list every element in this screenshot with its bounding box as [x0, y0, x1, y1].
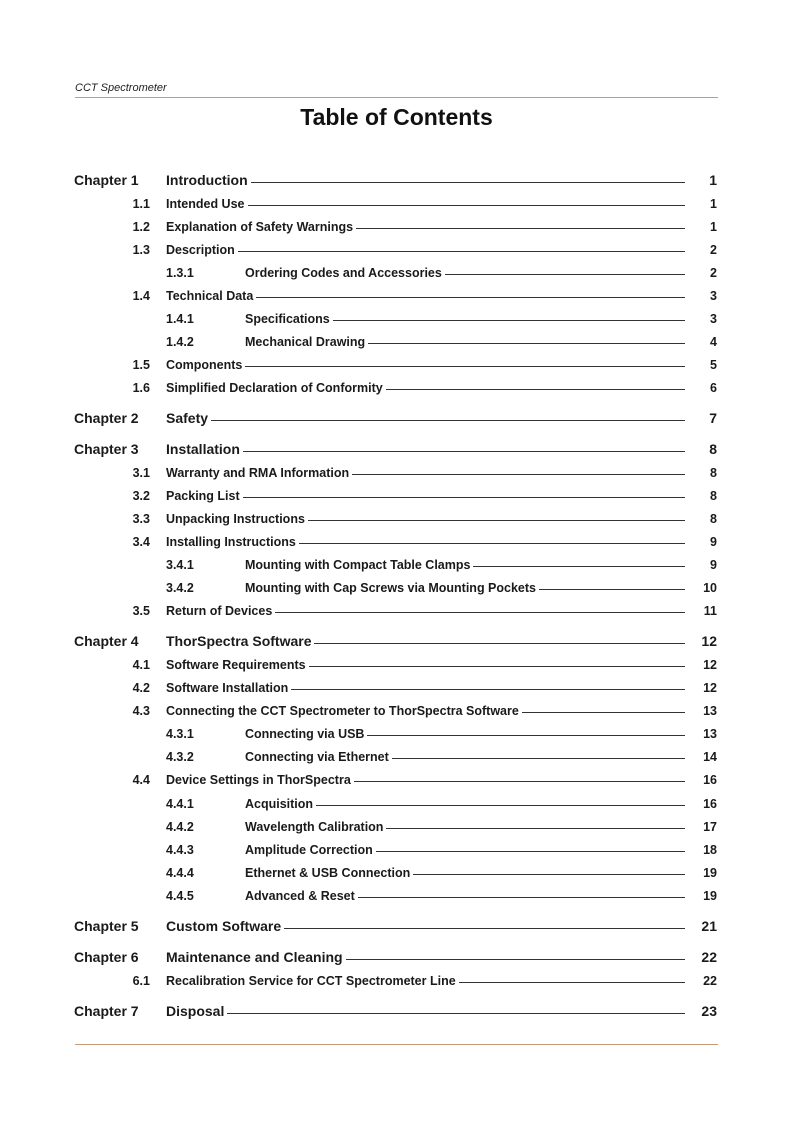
- toc-entry-number: 1.6: [132, 381, 150, 395]
- toc-entry-section[interactable]: [0, 658, 793, 678]
- toc-leader-line: [245, 366, 685, 367]
- toc-entry-page-number: 19: [703, 889, 717, 903]
- toc-entry-section[interactable]: [0, 489, 793, 509]
- toc-entry-title-wrap: [166, 197, 685, 211]
- toc-leader-line: [284, 928, 685, 929]
- toc-entry-page-number: 4: [710, 335, 717, 349]
- toc-entry-section[interactable]: [0, 974, 793, 994]
- toc-entry-title-wrap: [166, 466, 685, 480]
- toc-entry-number: 4.4: [132, 773, 150, 787]
- toc-entry-title: Mounting with Compact Table Clamps: [245, 558, 471, 572]
- toc-leader-line: [367, 735, 685, 736]
- toc-entry-subsection[interactable]: [0, 843, 793, 863]
- toc-entry-section[interactable]: [0, 773, 793, 793]
- toc-entry-title: Mechanical Drawing: [245, 335, 366, 349]
- toc-entry-chapter[interactable]: [0, 949, 793, 969]
- toc-entry-chapter[interactable]: [0, 410, 793, 430]
- toc-entry-page-number: 8: [709, 441, 717, 457]
- toc-leader-line: [346, 959, 685, 960]
- toc-entry-title: Explanation of Safety Warnings: [166, 220, 354, 234]
- toc-entry-title-wrap: [245, 266, 685, 280]
- toc-entry-number: 1.2: [132, 220, 150, 234]
- toc-entry-title: Introduction: [166, 172, 248, 188]
- toc-leader-line: [386, 389, 685, 390]
- toc-entry-section[interactable]: [0, 704, 793, 724]
- toc-entry-number: Chapter 1: [74, 172, 139, 188]
- running-header: CCT Spectrometer: [75, 82, 167, 94]
- toc-entry-title: Unpacking Instructions: [166, 512, 305, 526]
- toc-leader-line: [333, 320, 685, 321]
- toc-entry-page-number: 21: [701, 918, 717, 934]
- toc-entry-title: Installation: [166, 441, 240, 457]
- toc-entry-section[interactable]: [0, 289, 793, 309]
- toc-entry-title-wrap: [245, 820, 685, 834]
- toc-entry-section[interactable]: [0, 243, 793, 263]
- toc-entry-title-wrap: [245, 727, 685, 741]
- toc-leader-line: [243, 497, 685, 498]
- toc-entry-page-number: 3: [710, 312, 717, 326]
- toc-entry-page-number: 22: [703, 974, 717, 988]
- toc-entry-title: Device Settings in ThorSpectra: [166, 773, 351, 787]
- toc-leader-line: [445, 274, 685, 275]
- toc-entry-title-wrap: [166, 949, 685, 965]
- toc-entry-section[interactable]: [0, 358, 793, 378]
- toc-entry-title-wrap: [166, 243, 685, 257]
- toc-leader-line: [386, 828, 685, 829]
- toc-entry-chapter[interactable]: [0, 633, 793, 653]
- toc-entry-title-wrap: [166, 512, 685, 526]
- toc-entry-number: 1.3: [132, 243, 150, 257]
- toc-entry-page-number: 6: [710, 381, 717, 395]
- toc-entry-title-wrap: [245, 889, 685, 903]
- toc-entry-title: Technical Data: [166, 289, 254, 303]
- toc-entry-page-number: 1: [710, 197, 717, 211]
- toc-entry-subsection[interactable]: [0, 866, 793, 886]
- toc-entry-title: Safety: [166, 410, 209, 426]
- toc-entry-number: 4.3.1: [166, 727, 194, 741]
- page-title: Table of Contents: [300, 104, 493, 130]
- toc-entry-page-number: 5: [710, 358, 717, 372]
- toc-entry-title-wrap: [166, 974, 685, 988]
- toc-leader-line: [211, 420, 685, 421]
- toc-entry-page-number: 13: [703, 704, 717, 718]
- toc-entry-number: 4.4.1: [166, 797, 194, 811]
- toc-entry-number: 4.1: [132, 658, 150, 672]
- toc-entry-title: Custom Software: [166, 918, 282, 934]
- toc-leader-line: [522, 712, 685, 713]
- toc-entry-subsection[interactable]: [0, 889, 793, 909]
- toc-entry-title: Specifications: [245, 312, 330, 326]
- toc-entry-title-wrap: [245, 750, 685, 764]
- toc-entry-page-number: 23: [701, 1003, 717, 1019]
- toc-entry-page-number: 22: [701, 949, 717, 965]
- toc-entry-title-wrap: [245, 797, 685, 811]
- toc-entry-number: Chapter 6: [74, 949, 139, 965]
- toc-entry-page-number: 11: [703, 604, 717, 618]
- toc-entry-section[interactable]: [0, 381, 793, 401]
- toc-entry-title: ThorSpectra Software: [166, 633, 312, 649]
- toc-entry-number: 3.5: [132, 604, 150, 618]
- toc-leader-line: [314, 643, 685, 644]
- toc-entry-number: Chapter 4: [74, 633, 139, 649]
- toc-entry-title-wrap: [166, 704, 685, 718]
- toc-entry-page-number: 9: [710, 558, 717, 572]
- toc-entry-title-wrap: [245, 581, 685, 595]
- toc-entry-title: Packing List: [166, 489, 240, 503]
- toc-entry-title-wrap: [166, 535, 685, 549]
- toc-entry-number: 1.4.1: [166, 312, 194, 326]
- toc-entry-number: 4.2: [132, 681, 150, 695]
- toc-entry-section[interactable]: [0, 220, 793, 240]
- toc-entry-number: 1.1: [132, 197, 150, 211]
- toc-entry-number: Chapter 3: [74, 441, 139, 457]
- toc-leader-line: [368, 343, 685, 344]
- toc-entry-number: 6.1: [132, 974, 150, 988]
- toc-entry-page-number: 2: [710, 243, 717, 257]
- toc-entry-title-wrap: [166, 441, 685, 457]
- toc-entry-title-wrap: [245, 866, 685, 880]
- toc-entry-title: Disposal: [166, 1003, 225, 1019]
- toc-entry-page-number: 16: [703, 773, 717, 787]
- toc-entry-title-wrap: [245, 335, 685, 349]
- toc-entry-chapter[interactable]: [0, 441, 793, 461]
- toc-entry-section[interactable]: [0, 604, 793, 624]
- toc-entry-title: Ordering Codes and Accessories: [245, 266, 442, 280]
- toc-entry-section[interactable]: [0, 681, 793, 701]
- toc-entry-title: Components: [166, 358, 243, 372]
- toc-entry-number: 4.3.2: [166, 750, 194, 764]
- toc-entry-title-wrap: [166, 410, 685, 426]
- toc-entry-number: 4.4.2: [166, 820, 194, 834]
- toc-entry-page-number: 3: [710, 289, 717, 303]
- toc-leader-line: [358, 897, 685, 898]
- toc-entry-title-wrap: [166, 172, 685, 188]
- toc-entry-title: Ethernet & USB Connection: [245, 866, 411, 880]
- toc-entry-page-number: 9: [710, 535, 717, 549]
- toc-entry-title: Recalibration Service for CCT Spectrometer Line: [166, 974, 456, 988]
- toc-entry-title-wrap: [166, 358, 685, 372]
- toc-entry-title: Description: [166, 243, 235, 257]
- toc-entry-page-number: 1: [709, 172, 717, 188]
- toc-entry-number: 4.4.5: [166, 889, 194, 903]
- toc-entry-page-number: 16: [703, 797, 717, 811]
- toc-entry-number: 4.4.3: [166, 843, 194, 857]
- toc-entry-number: 3.1: [132, 466, 150, 480]
- toc-entry-title: Maintenance and Cleaning: [166, 949, 343, 965]
- toc-entry-title: Advanced & Reset: [245, 889, 355, 903]
- toc-leader-line: [291, 689, 685, 690]
- toc-entry-title: Connecting via Ethernet: [245, 750, 389, 764]
- toc-entry-number: Chapter 2: [74, 410, 139, 426]
- toc-entry-number: 3.4.1: [166, 558, 194, 572]
- toc-entry-page-number: 12: [701, 633, 717, 649]
- toc-leader-line: [376, 851, 685, 852]
- toc-entry-page-number: 12: [703, 658, 717, 672]
- toc-entry-subsection[interactable]: [0, 797, 793, 817]
- toc-leader-line: [309, 666, 685, 667]
- toc-leader-line: [356, 228, 685, 229]
- toc-entry-number: 4.4.4: [166, 866, 194, 880]
- toc-entry-title-wrap: [166, 681, 685, 695]
- toc-entry-number: 1.5: [132, 358, 150, 372]
- toc-entry-title-wrap: [166, 773, 685, 787]
- toc-entry-number: 1.4.2: [166, 335, 194, 349]
- toc-entry-title-wrap: [245, 312, 685, 326]
- toc-leader-line: [413, 874, 685, 875]
- toc-entry-subsection[interactable]: [0, 335, 793, 355]
- toc-entry-section[interactable]: [0, 512, 793, 532]
- toc-entry-title: Return of Devices: [166, 604, 273, 618]
- toc-entry-page-number: 8: [710, 512, 717, 526]
- toc-entry-number: 3.4.2: [166, 581, 194, 595]
- toc-entry-title-wrap: [166, 289, 685, 303]
- toc-entry-section[interactable]: [0, 535, 793, 555]
- toc-leader-line: [308, 520, 685, 521]
- toc-entry-title: Simplified Declaration of Conformity: [166, 381, 383, 395]
- toc-entry-page-number: 14: [703, 750, 717, 764]
- toc-entry-title-wrap: [245, 558, 685, 572]
- toc-entry-title-wrap: [166, 918, 685, 934]
- toc-leader-line: [238, 251, 685, 252]
- toc-entry-title-wrap: [245, 843, 685, 857]
- toc-entry-page-number: 13: [703, 727, 717, 741]
- toc-leader-line: [275, 612, 685, 613]
- toc-entry-page-number: 19: [703, 866, 717, 880]
- toc-leader-line: [248, 205, 686, 206]
- toc-entry-page-number: 8: [710, 489, 717, 503]
- toc-leader-line: [316, 805, 685, 806]
- toc-entry-title: Software Installation: [166, 681, 289, 695]
- toc-entry-title: Connecting via USB: [245, 727, 365, 741]
- toc-entry-section[interactable]: [0, 466, 793, 486]
- toc-entry-title-wrap: [166, 489, 685, 503]
- toc-leader-line: [392, 758, 685, 759]
- toc-entry-title-wrap: [166, 633, 685, 649]
- toc-entry-subsection[interactable]: [0, 727, 793, 747]
- toc-entry-title: Software Requirements: [166, 658, 306, 672]
- toc-entry-page-number: 1: [710, 220, 717, 234]
- toc-entry-title: Acquisition: [245, 797, 314, 811]
- toc-entry-number: 1.3.1: [166, 266, 194, 280]
- toc-entry-page-number: 8: [710, 466, 717, 480]
- toc-entry-number: 3.2: [132, 489, 150, 503]
- toc-entry-subsection[interactable]: [0, 312, 793, 332]
- toc-entry-title: Amplitude Correction: [245, 843, 373, 857]
- toc-entry-number: 4.3: [132, 704, 150, 718]
- toc-leader-line: [299, 543, 685, 544]
- toc-entry-number: 3.3: [132, 512, 150, 526]
- toc-leader-line: [539, 589, 685, 590]
- toc-entry-number: 1.4: [132, 289, 150, 303]
- toc-entry-page-number: 2: [710, 266, 717, 280]
- toc-entry-chapter[interactable]: [0, 1003, 793, 1023]
- toc-entry-number: Chapter 5: [74, 918, 139, 934]
- toc-entry-chapter[interactable]: [0, 918, 793, 938]
- toc-entry-page-number: 7: [709, 410, 717, 426]
- toc-entry-title-wrap: [166, 604, 685, 618]
- toc-entry-page-number: 10: [703, 581, 717, 595]
- toc-leader-line: [473, 566, 685, 567]
- toc-entry-title: Connecting the CCT Spectrometer to ThorSpectra Software: [166, 704, 519, 718]
- toc-entry-title: Warranty and RMA Information: [166, 466, 350, 480]
- toc-entry-number: Chapter 7: [74, 1003, 139, 1019]
- toc-entry-title: Wavelength Calibration: [245, 820, 384, 834]
- toc-entry-subsection[interactable]: [0, 558, 793, 578]
- toc-entry-title-wrap: [166, 658, 685, 672]
- toc-entry-chapter[interactable]: [0, 172, 793, 192]
- toc-leader-line: [227, 1013, 685, 1014]
- toc-entry-page-number: 17: [703, 820, 717, 834]
- toc-entry-page-number: 12: [703, 681, 717, 695]
- toc-leader-line: [256, 297, 685, 298]
- toc-entry-subsection[interactable]: [0, 820, 793, 840]
- toc-leader-line: [459, 982, 685, 983]
- toc-entry-title: Installing Instructions: [166, 535, 296, 549]
- toc-entry-title-wrap: [166, 220, 685, 234]
- toc-leader-line: [243, 451, 685, 452]
- toc-entry-title: Intended Use: [166, 197, 245, 211]
- toc-entry-title-wrap: [166, 381, 685, 395]
- footer-divider: [75, 1044, 718, 1045]
- toc-entry-subsection[interactable]: [0, 750, 793, 770]
- toc-entry-subsection[interactable]: [0, 266, 793, 286]
- toc-entry-number: 3.4: [132, 535, 150, 549]
- toc-entry-subsection[interactable]: [0, 581, 793, 601]
- toc-entry-title-wrap: [166, 1003, 685, 1019]
- toc-leader-line: [352, 474, 685, 475]
- toc-entry-section[interactable]: [0, 197, 793, 217]
- toc-leader-line: [251, 182, 685, 183]
- toc-entry-title: Mounting with Cap Screws via Mounting Pockets: [245, 581, 536, 595]
- toc-entry-page-number: 18: [703, 843, 717, 857]
- toc-leader-line: [354, 781, 685, 782]
